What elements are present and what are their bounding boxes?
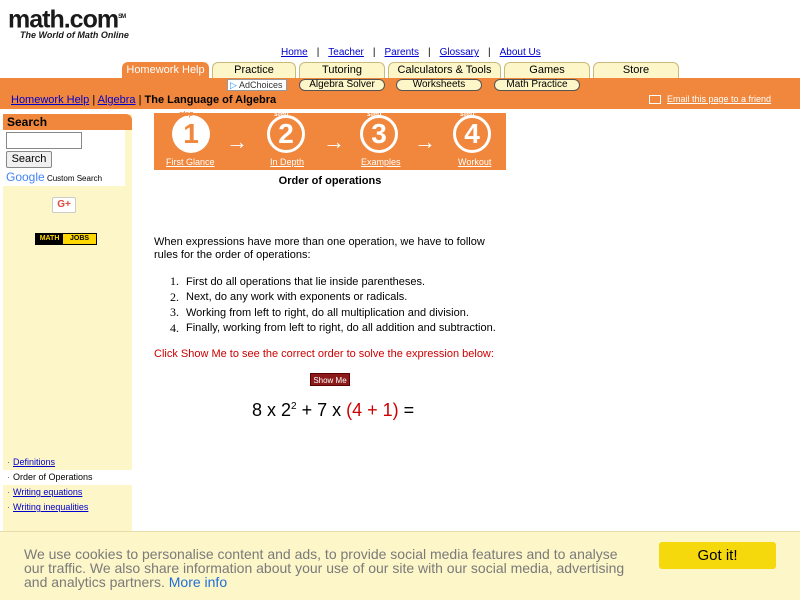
breadcrumb-current: The Language of Algebra <box>144 94 277 106</box>
step-link-first-glance[interactable]: First Glance <box>166 157 215 167</box>
rule-text: Finally, working from left to right, do all addition and subtraction. <box>186 322 496 335</box>
logo-text: math.com <box>8 5 119 34</box>
breadcrumb <box>11 94 276 106</box>
show-me-instructions: Click Show Me to see the correct order to solve the expression below: <box>154 348 494 360</box>
step-2-number: 2 <box>267 115 305 153</box>
main-tabs <box>122 62 679 78</box>
topic-writing-inequalities[interactable]: Writing inequalities <box>13 502 89 512</box>
cookie-banner <box>0 531 800 600</box>
list-item: 4. Finally, working from left to right, do all addition and subtraction. <box>170 320 496 335</box>
step-link-examples[interactable]: Examples <box>361 157 401 167</box>
tab-homework-help[interactable]: Homework Help <box>122 62 209 78</box>
step-4[interactable] <box>453 111 491 153</box>
rule-text: First do all operations that lie inside parentheses. <box>186 275 426 288</box>
topic-nav-item[interactable]: · Writing equations <box>7 487 83 497</box>
cookie-text-block <box>24 547 634 589</box>
step-2[interactable] <box>267 111 305 153</box>
topic-nav-item[interactable]: · Order of Operations <box>3 470 132 485</box>
step-4-word: step <box>460 111 475 118</box>
breadcrumb-homework-help[interactable]: Homework Help <box>11 94 90 106</box>
cookie-more-info-link[interactable]: More info <box>168 574 228 590</box>
expr-part-a: 8 x 2 <box>252 400 292 420</box>
step-1-number: 1 <box>172 115 210 153</box>
expr-open-paren: ( <box>346 400 353 420</box>
pill-worksheets[interactable]: Worksheets <box>396 79 482 91</box>
step-link-workout[interactable]: Workout <box>458 157 492 167</box>
topic-writing-equations[interactable]: Writing equations <box>13 487 83 497</box>
logo-tagline: The World of Math Online <box>20 30 129 41</box>
top-link-parents[interactable]: Parents <box>384 47 419 58</box>
step-link-in-depth[interactable]: In Depth <box>270 157 305 167</box>
expr-exponent: 2 <box>291 401 297 412</box>
list-item: 1. First do all operations that lie inside parentheses. <box>170 274 426 289</box>
search-button[interactable]: Search <box>6 151 52 168</box>
adchoices-icon: ▷ <box>230 80 237 90</box>
arrow-right-icon: → <box>226 129 248 154</box>
rule-text: Next, do any work with exponents or radicals. <box>186 291 408 304</box>
step-3[interactable] <box>360 111 398 153</box>
topic-order-of-operations[interactable]: Order of Operations <box>13 472 93 482</box>
pill-algebra-solver[interactable]: Algebra Solver <box>299 79 385 91</box>
adchoices-label: AdChoices <box>238 80 283 90</box>
top-link-home[interactable]: Home <box>281 47 308 58</box>
cookie-text: We use cookies to personalise content and ads, to provide social media features and to analyse our traffic. We also share information about your use of our site with our social media, advertising and analytics partners. <box>24 546 625 590</box>
tab-games[interactable]: Games <box>504 62 590 78</box>
email-page[interactable] <box>649 94 771 104</box>
tab-calculators[interactable]: Calculators & Tools <box>388 62 501 78</box>
step-1-word: step <box>179 111 194 118</box>
step-2-word: step <box>274 111 289 118</box>
step-1[interactable] <box>172 111 210 153</box>
search-title: Search <box>3 114 132 130</box>
google-logo: Google <box>6 170 45 184</box>
intro-text: When expressions have more than one operation, we have to follow rules for the order of operations: <box>154 236 485 261</box>
search-box <box>3 130 125 186</box>
pill-math-practice[interactable]: Math Practice <box>494 79 580 91</box>
breadcrumb-algebra[interactable]: Algebra <box>97 94 136 106</box>
envelope-icon <box>649 95 661 104</box>
expr-part-b: + 7 x <box>296 400 347 420</box>
top-link-teacher[interactable]: Teacher <box>328 47 364 58</box>
arrow-right-icon: → <box>414 129 436 154</box>
expr-close-paren: ) <box>392 400 399 420</box>
tab-practice[interactable]: Practice <box>212 62 296 78</box>
google-custom-search <box>6 170 122 184</box>
mathjobs-banner[interactable] <box>35 233 97 245</box>
math-expression <box>252 400 414 421</box>
steps-banner <box>154 113 506 170</box>
step-3-word: step <box>367 111 382 118</box>
tab-tutoring[interactable]: Tutoring <box>299 62 385 78</box>
mathjobs-jobs: JOBS <box>70 235 90 242</box>
topic-nav-item[interactable]: · Definitions <box>7 457 56 467</box>
top-link-glossary[interactable]: Glossary <box>439 47 480 58</box>
page-title: Order of operations <box>278 175 382 187</box>
show-me-button[interactable]: Show Me <box>310 373 350 386</box>
tab-store[interactable]: Store <box>593 62 679 78</box>
rules-list <box>170 274 496 336</box>
mathjobs-math: MATH <box>36 234 63 244</box>
list-item: 3. Working from left to right, do all multiplication and division. <box>170 305 469 320</box>
top-links: Home | Teacher | Parents | Glossary | About Us <box>281 47 541 58</box>
sidebar <box>3 114 132 534</box>
list-item: 2. Next, do any work with exponents or radicals. <box>170 289 408 304</box>
step-3-number: 3 <box>360 115 398 153</box>
expr-inner: 4 + 1 <box>352 400 393 420</box>
arrow-right-icon: → <box>323 129 345 154</box>
step-4-number: 4 <box>453 115 491 153</box>
adchoices-badge[interactable] <box>227 79 287 91</box>
topic-nav-item[interactable]: · Writing inequalities <box>7 502 89 512</box>
logo-tm: SM <box>118 14 126 20</box>
topic-definitions[interactable]: Definitions <box>13 457 56 467</box>
google-plus-button[interactable]: G+ <box>52 197 76 213</box>
email-link[interactable]: Email this page to a friend <box>667 94 772 104</box>
rule-text: Working from left to right, do all multiplication and division. <box>186 306 469 319</box>
breadcrumb-sep-2: | <box>138 94 142 106</box>
site-logo[interactable] <box>8 4 138 44</box>
topic-nav <box>3 455 132 515</box>
cookie-accept-button[interactable]: Got it! <box>659 542 776 569</box>
google-custom-search-label: Custom Search <box>46 174 103 183</box>
breadcrumb-sep: | <box>92 94 96 106</box>
expr-equals: = <box>398 400 415 420</box>
search-input[interactable] <box>6 132 82 149</box>
top-link-about[interactable]: About Us <box>499 47 541 58</box>
